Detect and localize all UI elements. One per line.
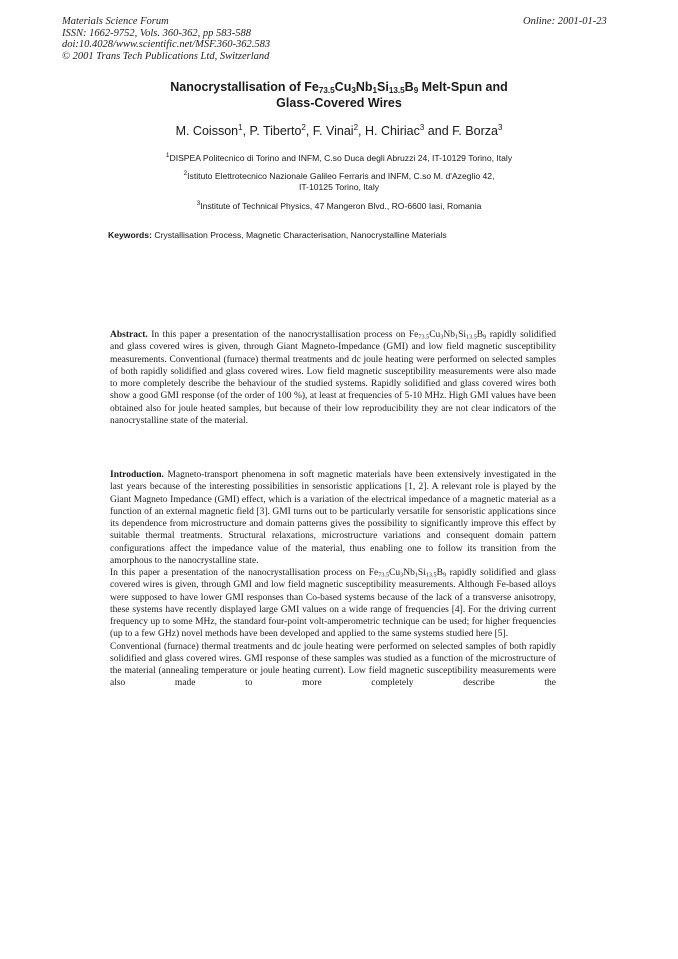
affiliation-1-text: DISPEA Politecnico di Torino and INFM, C.so Duca degli Abruzzi 24, IT-10129 Torino, Italy xyxy=(169,152,513,163)
title-si-sub: 13.5 xyxy=(388,86,405,96)
title-line-1 xyxy=(100,80,578,96)
formula-si-sub: 13.5 xyxy=(466,334,477,341)
title-b: B xyxy=(404,80,414,94)
author-4: , H. Chiriac xyxy=(358,124,420,139)
author-1-sup: 1 xyxy=(238,123,243,132)
formula-nb: Nb xyxy=(443,330,455,340)
author-3: , F. Vinai xyxy=(305,124,354,139)
affiliation-2-text: Istituto Elettrotecnico Nazionale Galileo Ferraris and INFM, C.so M. d'Azeglio 42, xyxy=(187,170,495,181)
formula2-si: Si xyxy=(417,568,426,578)
title-nb-sub: 1 xyxy=(372,86,378,96)
copyright-line: © 2001 Trans Tech Publications Ltd, Switzerland xyxy=(62,50,270,62)
abstract-section xyxy=(110,329,556,427)
title-cu-sub: 3 xyxy=(351,86,356,96)
keywords-text: Crystallisation Process, Magnetic Characterisation, Nanocrystalline Materials xyxy=(151,230,447,240)
title-cu: Cu xyxy=(334,80,352,94)
formula2-si-sub: 13.5 xyxy=(425,572,437,579)
affiliation-2-sup: 2 xyxy=(183,170,188,177)
author-4-sup: 3 xyxy=(419,123,425,132)
affiliation-2 xyxy=(60,168,618,193)
abstract-text-b: rapidly solidified and glass covered wires is given, through Giant Magneto-Impedance (GMI) and low field magnetic susceptibility measurements. Conventional (furnace) thermal treatments and dc joule heating were performed on selected samples of both rapidly solidified and glass covered wires. Low field magnetic susceptibility measurements were also made to more completely describe the behaviour of the studied systems. Rapidly solidified and glass covered wires both show a good GMI response (of the order of 100 %), at least at frequencies of 5-10 MHz. High GMI values have been obtained also for joule heated samples, but because of their low reproducibility they are not clear indicators of the nanocrystalline state of the material. xyxy=(110,330,556,426)
title-nb: Nb xyxy=(355,80,373,94)
affiliation-2-line-1 xyxy=(60,168,618,182)
author-2: , P. Tiberto xyxy=(242,124,302,139)
keywords-label: Keywords: xyxy=(108,230,152,240)
title-prefix: Nanocrystallisation of Fe xyxy=(170,80,319,94)
author-3-sup: 2 xyxy=(353,123,359,132)
title-si: Si xyxy=(377,80,389,94)
author-5: and F. Borza xyxy=(424,124,498,139)
formula2-cu-sub: 3 xyxy=(400,572,404,579)
formula-fe-sub: 73.5 xyxy=(418,334,430,341)
issn-line: ISSN: 1662-9752, Vols. 360-362, pp 583-588 xyxy=(62,27,251,39)
formula2-nb-sub: 1 xyxy=(414,572,418,579)
formula-cu: Cu xyxy=(429,330,441,340)
formula-b: B xyxy=(476,330,484,340)
journal-name: Materials Science Forum xyxy=(62,16,169,27)
formula2-b-sub: 9 xyxy=(442,572,447,579)
journal-header xyxy=(62,16,270,62)
formula2-b: B xyxy=(436,568,443,578)
title-b-sub: 9 xyxy=(413,86,419,96)
affiliation-3-sup: 3 xyxy=(196,200,201,207)
affiliation-1 xyxy=(60,150,618,164)
title-line-2: Glass-Covered Wires xyxy=(276,95,402,110)
intro-p2-text-b: rapidly solidified and glass covered wires is given, through GMI and low field magnetic susceptibility measurements. Although Fe-based alloys were supposed to have lower GMI responses than Co-based systems because of the lack of a transverse anisotropy, these systems have recently displayed large GMI values on a wide range of frequencies [4]. For the driving current frequency up to some MHz, the standard four-point volt-amperometric technique can be used; for higher frequencies (up to a few GHz) novel methods have been developed and applied to the same systems studied here [5]. xyxy=(110,568,556,640)
keywords-line xyxy=(108,230,578,240)
intro-paragraph-2 xyxy=(110,567,556,641)
intro-paragraph-1 xyxy=(110,469,556,567)
abstract-label: Abstract. xyxy=(110,330,148,340)
abstract-paragraph xyxy=(110,329,556,427)
formula-b-sub: 9 xyxy=(483,334,487,341)
intro-p2-text-a: In this paper a presentation of the nanocrystallisation process on Fe xyxy=(110,568,379,578)
title-fe-sub: 73.5 xyxy=(318,86,335,96)
affiliation-3 xyxy=(60,198,618,212)
intro-p1-text: Magneto-transport phenomena in soft magnetic materials have been extensively investigated in the last years because of the interesting possibilities in sensoristic applications [1, 2]. A relevant role is played by the Giant Magneto Impedance (GMI) effect, which is a variation of the electrical impedance of a magnetic material as a function of an external magnetic field [3]. GMI turns out to be particularly versatile for sensoristic applications since its dependence from microstructure and domain patterns gives the possibility to significantly improve this effect by suitable thermal treatments. Structural relaxations, microstructure variations and consequent domain pattern configurations affect the impedance value of the material, thus enabling one to follow its transition from the amorphous to the nanocrystalline state. xyxy=(110,470,556,566)
author-list xyxy=(60,123,618,138)
formula-si: Si xyxy=(458,330,466,340)
author-1: M. Coisson xyxy=(175,124,239,139)
author-2-sup: 2 xyxy=(301,123,306,132)
online-date: Online: 2001-01-23 xyxy=(523,16,607,27)
introduction-section xyxy=(110,469,556,690)
affiliation-3-text: Institute of Technical Physics, 47 Mangeron Blvd., RO-6600 Iasi, Romania xyxy=(200,200,482,211)
doi-line[interactable]: doi:10.4028/www.scientific.net/MSF.360-362.583 xyxy=(62,39,271,50)
affiliation-1-sup: 1 xyxy=(165,152,170,159)
formula2-nb: Nb xyxy=(403,568,415,578)
formula2-cu: Cu xyxy=(389,568,401,578)
introduction-label: Introduction. xyxy=(110,470,164,480)
abstract-text-a: In this paper a presentation of the nanocrystallisation process on Fe xyxy=(147,330,419,340)
paper-title xyxy=(100,80,578,111)
title-suffix: Melt-Spun and xyxy=(418,80,508,94)
formula-nb-sub: 1 xyxy=(454,334,459,341)
intro-paragraph-3: Conventional (furnace) thermal treatments and dc joule heating were performed on selected samples of both rapidly solidified and glass covered wires. GMI response of these samples was studied as a function of the microstructure of the material (annealing temperature or joule heating current). Low field magnetic susceptibility measurements were also made to more completely describe the xyxy=(110,641,556,689)
formula2-fe-sub: 73.5 xyxy=(378,572,390,579)
formula-cu-sub: 3 xyxy=(440,334,444,341)
author-5-sup: 3 xyxy=(497,123,503,132)
affiliation-2-line-2: IT-10125 Torino, Italy xyxy=(298,181,380,192)
